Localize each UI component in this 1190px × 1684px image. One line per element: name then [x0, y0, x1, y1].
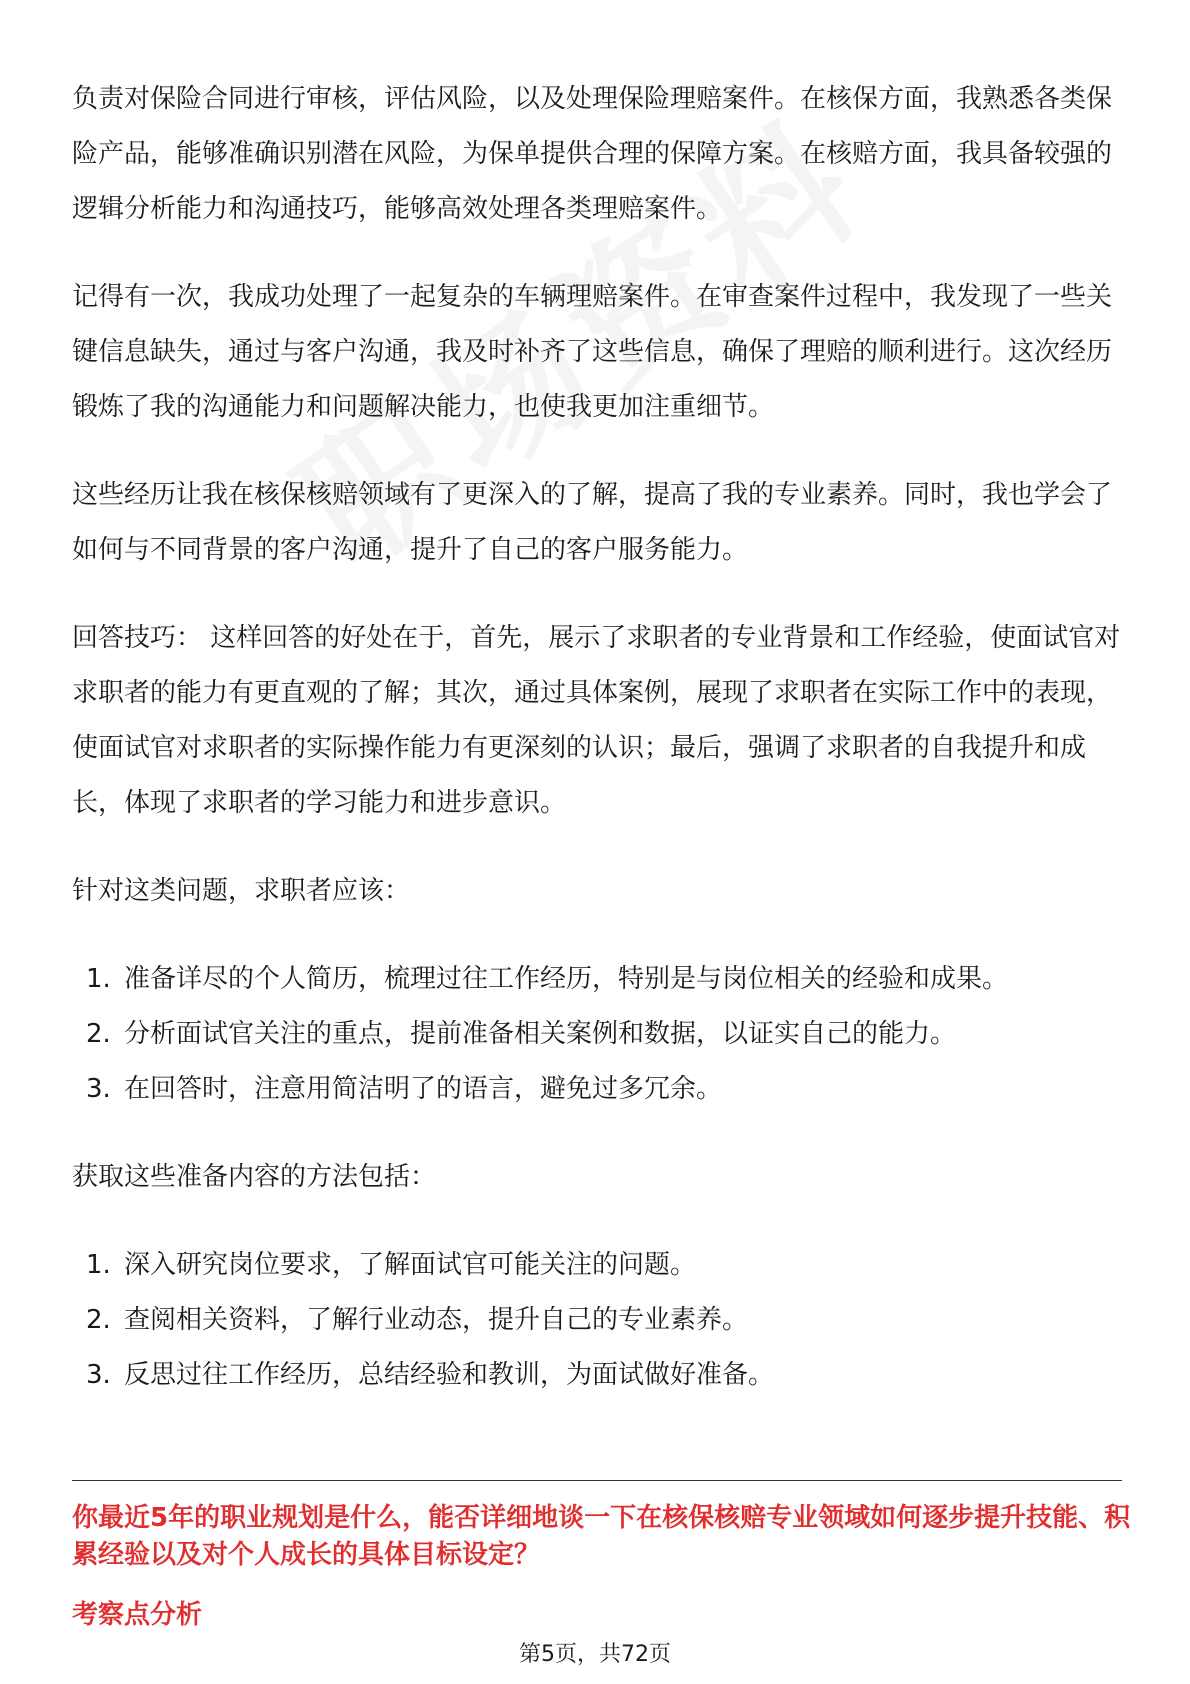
list-item-text: 查阅相关资料，了解行业动态，提升自己的专业素养。 — [124, 1305, 749, 1335]
list-item-number: 3. — [86, 1074, 111, 1104]
page-number: 第5页，共72页 — [519, 1642, 671, 1667]
interview-question: 你最近5年的职业规划是什么，能否详细地谈一下在核保核赔专业领域如何逐步提升技能、积累经验以及对个人成长的具体目标设定？ — [72, 1503, 1131, 1570]
list-item — [72, 1238, 1122, 1293]
body-content — [72, 72, 1122, 1436]
list-item-number: 1. — [86, 964, 111, 994]
paragraph-growth: 这些经历让我在核保核赔领域有了更深入的了解，提高了我的专业素养。同时，我也学会了如何与不同背景的客户沟通，提升了自己的客户服务能力。 — [72, 480, 1113, 565]
list-item — [72, 952, 1122, 1007]
methods-list — [72, 1238, 1122, 1403]
list-item — [72, 1062, 1122, 1117]
list-item-number: 1. — [86, 1250, 111, 1280]
advice-list — [72, 952, 1122, 1117]
list-item-text: 反思过往工作经历，总结经验和教训，为面试做好准备。 — [124, 1360, 775, 1390]
list-item-text: 准备详尽的个人简历，梳理过往工作经历，特别是与岗位相关的经验和成果。 — [124, 964, 1009, 994]
list-item-text: 分析面试官关注的重点，提前准备相关案例和数据，以证实自己的能力。 — [124, 1019, 957, 1049]
list-item-text: 深入研究岗位要求，了解面试官可能关注的问题。 — [124, 1250, 697, 1280]
paragraph-intro: 负责对保险合同进行审核，评估风险，以及处理保险理赔案件。在核保方面，我熟悉各类保险产品，能够准确识别潜在风险，为保单提供合理的保障方案。在核赔方面，我具备较强的逻辑分析能力和沟通技巧，能够高效处理各类理赔案件。 — [72, 84, 1113, 224]
list-item-number: 3. — [86, 1360, 111, 1390]
list-item — [72, 1348, 1122, 1403]
paragraph-advice-intro: 针对这类问题，求职者应该： — [72, 876, 411, 906]
list-item-number: 2. — [86, 1019, 111, 1049]
paragraph-answer-tips: 回答技巧： 这样回答的好处在于，首先，展示了求职者的专业背景和工作经验，使面试官对求职者的能力有更直观的了解；其次，通过具体案例，展现了求职者在实际工作中的表现，使面试官对求职者的实际操作能力有更深刻的认识；最后，强调了求职者的自我提升和成长，体现了求职者的学习能力和进步意识。 — [72, 623, 1121, 818]
section-divider — [72, 1480, 1122, 1481]
list-item-number: 2. — [86, 1305, 111, 1335]
list-item-text: 在回答时，注意用简洁明了的语言，避免过多冗余。 — [124, 1074, 723, 1104]
section-heading: 考察点分析 — [72, 1600, 203, 1630]
list-item — [72, 1007, 1122, 1062]
list-item — [72, 1293, 1122, 1348]
paragraph-methods-intro: 获取这些准备内容的方法包括： — [72, 1162, 437, 1192]
paragraph-case: 记得有一次，我成功处理了一起复杂的车辆理赔案件。在审查案件过程中，我发现了一些关键信息缺失，通过与客户沟通，我及时补齐了这些信息，确保了理赔的顺利进行。这次经历锻炼了我的沟通能力和问题解决能力，也使我更加注重细节。 — [72, 282, 1113, 422]
